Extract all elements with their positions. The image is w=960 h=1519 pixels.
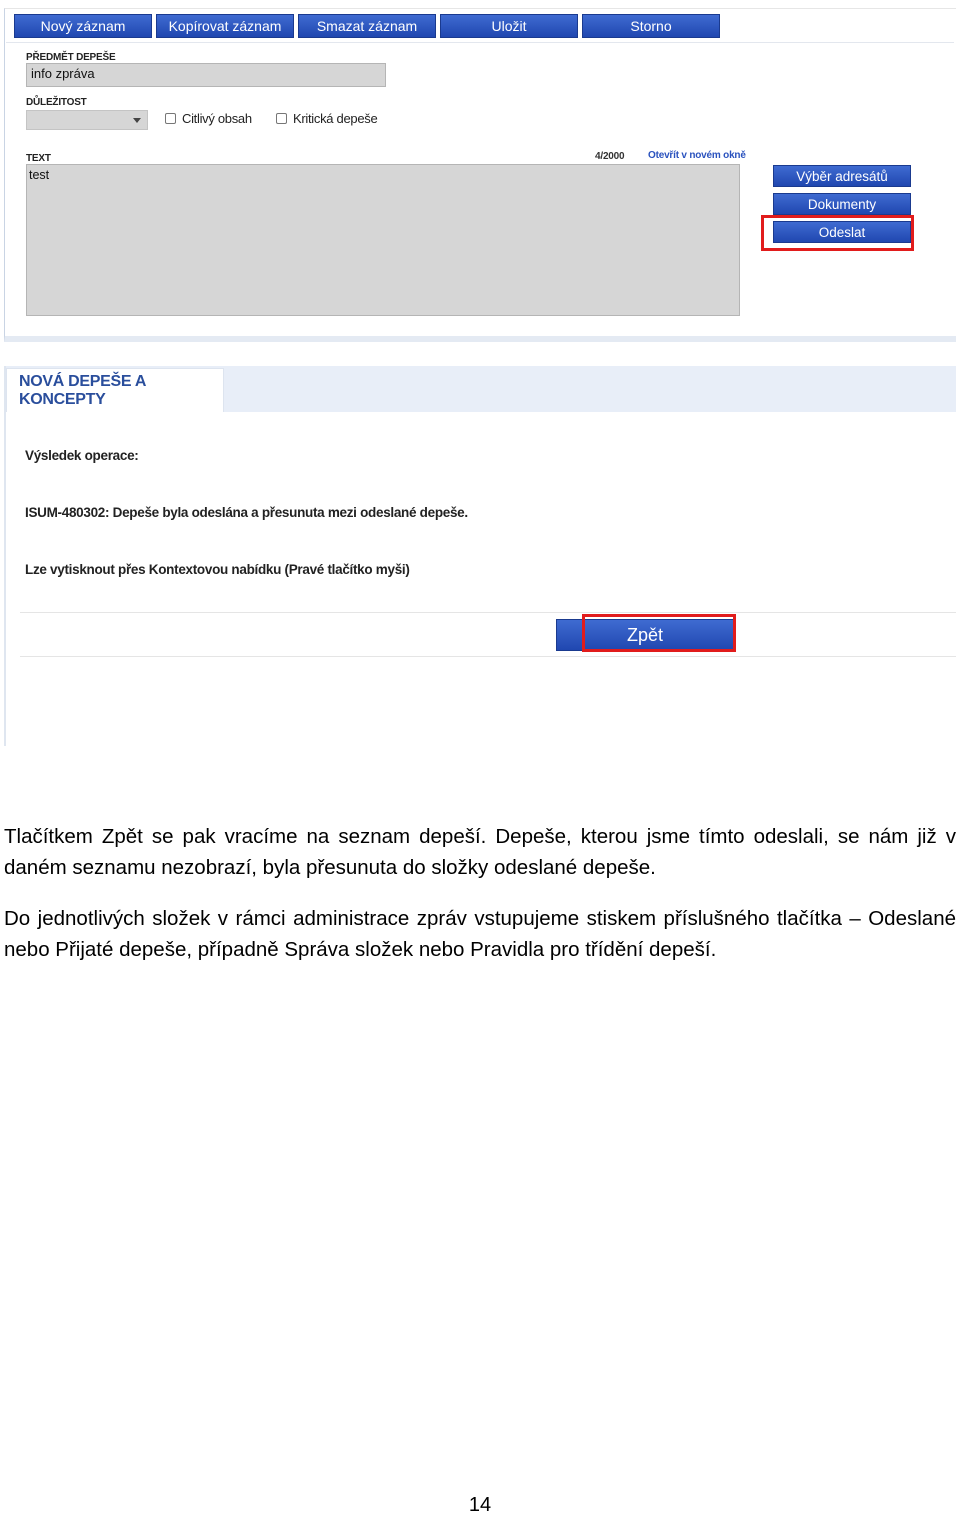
divider [20, 612, 956, 613]
message-textarea[interactable]: test [26, 164, 740, 316]
cancel-button[interactable]: Storno [582, 14, 720, 38]
delete-record-button[interactable]: Smazat záznam [298, 14, 436, 38]
critical-label: Kritická depeše [293, 111, 378, 126]
subject-input[interactable]: info zpráva [26, 63, 386, 87]
chevron-down-icon [133, 118, 141, 123]
char-counter: 4/2000 [595, 151, 625, 162]
text-label: TEXT [26, 153, 51, 164]
sensitive-checkbox[interactable] [165, 113, 176, 124]
back-button[interactable]: Zpět [556, 619, 734, 651]
open-new-window-link[interactable]: Otevřít v novém okně [648, 150, 746, 161]
divider [20, 656, 956, 657]
tab-new-dispatch[interactable]: NOVÁ DEPEŠE A KONCEPTY [6, 368, 224, 412]
paragraph-2: Do jednotlivých složek v rámci administrace zpráv vstupujeme stiskem příslušného tlačítka – Odeslané nebo Přijaté depeše, případně Správa složek nebo Pravidla pro třídění depeší. [4, 907, 956, 961]
print-hint: Lze vytisknout přes Kontextovou nabídku (Pravé tlačítko myši) [25, 562, 410, 577]
critical-checkbox[interactable] [276, 113, 287, 124]
priority-label: DŮLEŽITOST [26, 97, 87, 108]
result-screenshot [4, 366, 956, 746]
result-heading: Výsledek operace: [25, 448, 139, 463]
toolbar-divider [6, 42, 954, 43]
select-recipients-button[interactable]: Výběr adresátů [773, 165, 911, 187]
paragraph-1: Tlačítkem Zpět se pak vracíme na seznam depeší. Depeše, kterou jsme tímto odeslali, se nám již v daném seznamu nezobrazí, byla přesunuta do složky odeslané depeše. [4, 825, 956, 879]
result-message: ISUM-480302: Depeše byla odeslána a přesunuta mezi odeslané depeše. [25, 505, 468, 520]
subject-label: PŘEDMĚT DEPEŠE [26, 52, 116, 63]
sensitive-label: Citlivý obsah [182, 111, 252, 126]
copy-record-button[interactable]: Kopírovat záznam [156, 14, 294, 38]
back-highlight [582, 614, 736, 652]
priority-select[interactable] [26, 110, 148, 130]
documents-button[interactable]: Dokumenty [773, 193, 911, 215]
save-button[interactable]: Uložit [440, 14, 578, 38]
new-record-button[interactable]: Nový záznam [14, 14, 152, 38]
toolbar [14, 14, 720, 38]
send-button[interactable]: Odeslat [773, 221, 911, 243]
send-highlight [761, 215, 914, 251]
page-number: 14 [468, 1494, 492, 1516]
